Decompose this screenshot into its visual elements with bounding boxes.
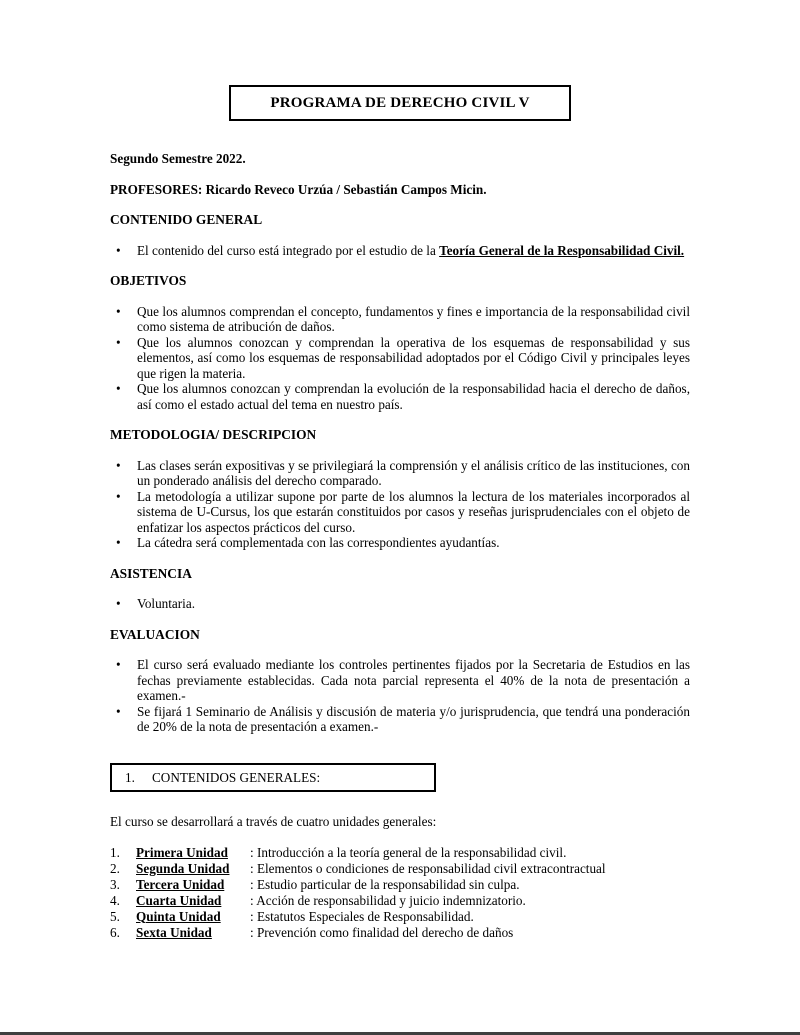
heading-objetivos: OBJETIVOS (110, 273, 187, 288)
bullet-marker: • (116, 535, 121, 550)
bullet-text-emphasis: Teoría General de la Responsabilidad Civil. (439, 242, 685, 258)
heading-metodologia: METODOLOGIA/ DESCRIPCION (110, 427, 317, 442)
unit-row (110, 909, 690, 925)
unit-description: : Introducción a la teoría general de la responsabilidad civil. (250, 844, 567, 860)
professors-line: PROFESORES: Ricardo Reveco Urzúa / Sebastián Campos Micin. (110, 181, 487, 197)
list-objetivos (110, 304, 690, 413)
unit-number: 2. (110, 860, 120, 876)
bullet-marker: • (116, 488, 121, 504)
contenidos-generales-box (110, 763, 436, 793)
bullet-marker: • (116, 303, 121, 319)
bullet-text: Se fijará 1 Seminario de Análisis y discusión de materia y/o jurisprudencia, que tendrá una ponderación de 20% de la nota de presentación a examen.- (137, 703, 690, 734)
document-title: PROGRAMA DE DERECHO CIVIL V (270, 95, 530, 111)
bullet-item (110, 304, 690, 335)
bullet-marker: • (116, 596, 121, 611)
bullet-text: Voluntaria. (137, 596, 195, 611)
list-contenido-general (110, 243, 690, 259)
unit-description: : Prevención como finalidad del derecho de daños (250, 924, 514, 940)
bullet-text-prefix: El contenido del curso está integrado por el estudio de la (137, 242, 440, 258)
unit-number: 1. (110, 844, 120, 860)
heading-contenido-general: CONTENIDO GENERAL (110, 212, 263, 227)
list-evaluacion (110, 657, 690, 735)
units-intro: El curso se desarrollará a través de cuatro unidades generales: (110, 814, 437, 829)
bullet-marker: • (116, 334, 121, 350)
unit-description: : Elementos o condiciones de responsabilidad civil extracontractual (250, 860, 606, 876)
bullet-text (137, 243, 684, 258)
unit-row (110, 861, 690, 877)
unit-row (110, 925, 690, 941)
unit-number: 6. (110, 924, 120, 940)
bullet-marker: • (116, 242, 121, 258)
bullet-text: El curso será evaluado mediante los controles pertinentes fijados por la Secretaria de Estudios en las fechas previamente establecidas. Cada nota parcial representa el 40% de la nota de presentación a examen.- (137, 657, 690, 703)
heading-evaluacion: EVALUACION (110, 626, 200, 642)
bullet-item (110, 335, 690, 382)
bullet-item (110, 704, 690, 735)
bullet-text: Las clases serán expositivas y se privilegiará la comprensión y el análisis crítico de las instituciones, con un ponderado análisis del derecho comparado. (137, 457, 690, 488)
unit-description: : Estudio particular de la responsabilidad sin culpa. (250, 876, 520, 892)
bullet-marker: • (116, 457, 121, 473)
unit-name: Tercera Unidad (136, 876, 225, 892)
unit-row (110, 893, 690, 909)
document-title-box (229, 85, 571, 121)
bullet-text: Que los alumnos conozcan y comprendan la operativa de los esquemas de responsabilidad y sus elementos, así como los esquemas de responsabilidad adoptados por el Código Civil y principales leyes que rigen la materia. (137, 334, 690, 381)
unit-description: : Estatutos Especiales de Responsabilidad. (250, 908, 474, 924)
bullet-marker: • (116, 703, 121, 719)
contenidos-box-label: CONTENIDOS GENERALES: (152, 769, 321, 785)
bullet-text: Que los alumnos conozcan y comprendan la evolución de la responsabilidad hacia el derecho de daños, así como el estado actual del tema en nuestro país. (137, 381, 690, 412)
list-metodologia (110, 458, 690, 551)
contenidos-box-number: 1. (125, 769, 135, 785)
unit-number: 5. (110, 908, 120, 924)
bullet-text: La metodología a utilizar supone por parte de los alumnos la lectura de los materiales incorporados al sistema de U-Cursus, los que estarán constituidos por casos y reseñas jurisprudenciales con el objeto de enfatizar los aspectos prácticos del curso. (137, 488, 690, 535)
bullet-item (110, 535, 690, 551)
bullet-text: Que los alumnos comprendan el concepto, fundamentos y fines e importancia de la responsabilidad civil como sistema de atribución de daños. (137, 303, 690, 334)
bullet-item (110, 243, 690, 259)
semester-line: Segundo Semestre 2022. (110, 151, 246, 166)
heading-asistencia: ASISTENCIA (110, 565, 192, 581)
unit-row (110, 877, 690, 893)
bullet-item (110, 489, 690, 536)
bullet-item (110, 458, 690, 489)
bullet-item (110, 657, 690, 704)
unit-description: : Acción de responsabilidad y juicio indemnizatorio. (250, 892, 526, 908)
units-list (110, 845, 690, 941)
unit-name: Cuarta Unidad (136, 892, 222, 908)
bullet-text: La cátedra será complementada con las correspondientes ayudantías. (137, 535, 500, 550)
unit-name: Segunda Unidad (136, 860, 230, 876)
unit-number: 3. (110, 876, 120, 892)
bullet-item (110, 596, 690, 612)
bullet-marker: • (116, 657, 121, 672)
unit-name: Quinta Unidad (136, 908, 221, 924)
unit-name: Sexta Unidad (136, 924, 212, 940)
unit-row (110, 845, 690, 861)
unit-number: 4. (110, 892, 120, 908)
bullet-item (110, 381, 690, 412)
list-asistencia (110, 596, 690, 612)
bullet-marker: • (116, 381, 121, 396)
unit-name: Primera Unidad (136, 844, 228, 860)
